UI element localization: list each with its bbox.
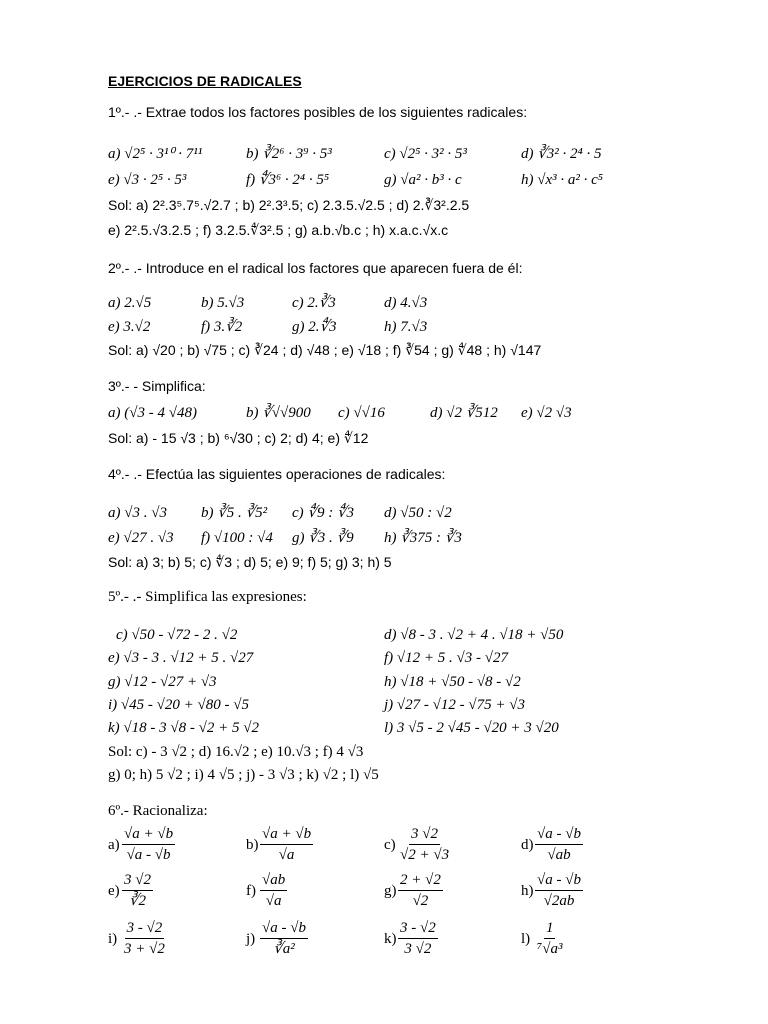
ex5-item-e: e) √3 - 3 . √12 + 5 . √27 [108, 650, 254, 666]
ex2-item-b: b) 5.√3 [201, 295, 245, 311]
ex5-solution-line-2: g) 0; h) 5 √2 ; i) 4 √5 ; j) - 3 √3 ; k) √2 ; l) √5 [108, 767, 379, 783]
ex6-fraction-l [535, 919, 564, 958]
ex5-item-f: f) √12 + 5 . √3 - √27 [384, 650, 508, 666]
ex6-label-a: a) [108, 837, 120, 853]
ex3-solution: Sol: a) - 15 √3 ; b) ⁶√30 ; c) 2; d) 4; e) ∜12 [108, 430, 369, 446]
ex6-heading: 6º.- Racionaliza: [108, 803, 208, 819]
ex1-solution-line-1: Sol: a) 2².3⁵.7⁵.√2.7 ; b) 2².3³.5; c) 2.3.5.√2.5 ; d) 2.∛3².2.5 [108, 197, 470, 213]
ex4-item-h: h) ∛375 : ∛3 [384, 530, 462, 546]
ex2-solution: Sol: a) √20 ; b) √75 ; c) ∛24 ; d) √48 ; e) √18 ; f) ∛54 ; g) ∜48 ; h) √147 [108, 342, 542, 358]
ex6-fraction-i [122, 919, 167, 958]
ex3-item-b: b) ∛√√900 [246, 405, 311, 421]
ex3-heading: 3º.- - Simplifica: [108, 378, 206, 394]
ex5-item-d: d) √8 - 3 . √2 + 4 . √18 + √50 [384, 627, 564, 643]
ex6-denominator-k: 3 √2 [404, 941, 432, 957]
ex6-denominator-f: √a [265, 893, 282, 909]
ex4-item-a: a) √3 . √3 [108, 505, 167, 521]
ex2-item-a: a) 2.√5 [108, 295, 152, 311]
ex6-numerator-h: √a - √b [535, 871, 583, 891]
ex5-item-i: i) √45 - √20 + √80 - √5 [108, 697, 249, 713]
ex4-item-g: g) ∛3 . ∛9 [292, 530, 354, 546]
ex6-label-b: b) [246, 837, 259, 853]
ex6-numerator-e: 3 √2 [122, 871, 153, 891]
ex6-denominator-d: √ab [547, 847, 571, 863]
ex1-item-g: g) √a² · b³ · c [384, 172, 462, 188]
ex2-item-d: d) 4.√3 [384, 295, 428, 311]
ex6-denominator-c: √2 + √3 [400, 847, 450, 863]
ex1-item-b: b) ∛2⁶ · 3⁹ · 5³ [246, 146, 332, 162]
ex1-solution-line-2: e) 2².5.√3.2.5 ; f) 3.2.5.∜3².5 ; g) a.b.√b.c ; h) x.a.c.√x.c [108, 222, 449, 238]
ex4-item-d: d) √50 : √2 [384, 505, 452, 521]
ex6-fraction-g [398, 871, 443, 910]
ex5-item-g: g) √12 - √27 + √3 [108, 674, 217, 690]
ex6-fraction-j [260, 919, 308, 958]
ex2-item-c: c) 2.∛3 [292, 295, 336, 311]
ex2-item-f: f) 3.∛2 [201, 319, 243, 335]
ex6-fraction-d [535, 825, 583, 864]
ex4-heading: 4º.- .- Efectúa las siguientes operaciones de radicales: [108, 466, 446, 482]
ex6-fraction-h [535, 871, 583, 910]
ex4-item-c: c) ∜9 : ∜3 [292, 505, 355, 521]
ex2-heading: 2º.- .- Introduce en el radical los factores que aparecen fuera de él: [108, 260, 523, 276]
ex6-numerator-g: 2 + √2 [398, 871, 443, 891]
ex6-label-k: k) [384, 931, 397, 947]
ex2-item-h: h) 7.√3 [384, 319, 428, 335]
ex3-item-c: c) √√16 [338, 405, 385, 421]
ex5-item-c: c) √50 - √72 - 2 . √2 [116, 627, 238, 643]
ex1-item-a: a) √2⁵ · 3¹⁰ · 7¹¹ [108, 146, 203, 162]
ex5-heading: 5º.- .- Simplifica las expresiones: [108, 589, 307, 605]
ex5-item-k: k) √18 - 3 √8 - √2 + 5 √2 [108, 720, 259, 736]
ex1-item-e: e) √3 · 2⁵ · 5³ [108, 172, 187, 188]
ex6-label-f: f) [246, 883, 256, 899]
ex6-denominator-h: √2ab [543, 893, 575, 909]
ex1-item-d: d) ∛3² · 2⁴ · 5 [521, 146, 602, 162]
ex6-label-h: h) [521, 883, 534, 899]
ex6-numerator-b: √a + √b [260, 825, 313, 845]
ex1-item-c: c) √2⁵ · 3² · 5³ [384, 146, 467, 162]
ex6-label-g: g) [384, 883, 397, 899]
ex6-denominator-b: √a [278, 847, 295, 863]
ex6-denominator-a: √a - √b [126, 847, 171, 863]
ex6-denominator-l: ⁷√a³ [537, 941, 563, 957]
ex6-label-e: e) [108, 883, 120, 899]
ex6-denominator-e: ∛2 [128, 893, 147, 909]
ex5-item-l: l) 3 √5 - 2 √45 - √20 + 3 √20 [384, 720, 559, 736]
ex6-numerator-d: √a - √b [535, 825, 583, 845]
ex6-label-c: c) [384, 837, 396, 853]
ex4-item-b: b) ∛5 . ∛5² [201, 505, 268, 521]
ex3-item-a: a) (√3 - 4 √48) [108, 405, 197, 421]
ex1-heading: 1º.- .- Extrae todos los factores posibles de los siguientes radicales: [108, 104, 528, 120]
ex6-numerator-f: √ab [260, 871, 287, 891]
ex1-item-f: f) ∜3⁶ · 2⁴ · 5⁵ [246, 172, 330, 188]
ex6-numerator-c: 3 √2 [409, 825, 440, 845]
ex6-label-i: i) [108, 931, 118, 947]
ex2-item-g: g) 2.∜3 [292, 319, 337, 335]
ex6-label-j: j) [246, 931, 256, 947]
ex6-numerator-a: √a + √b [122, 825, 175, 845]
ex4-solution: Sol: a) 3; b) 5; c) ∜3 ; d) 5; e) 9; f) 5; g) 3; h) 5 [108, 554, 392, 570]
ex3-item-d: d) √2 ∛512 [430, 405, 498, 421]
ex5-item-j: j) √27 - √12 - √75 + √3 [384, 697, 525, 713]
ex6-fraction-b [260, 825, 313, 864]
ex2-item-e: e) 3.√2 [108, 319, 151, 335]
ex6-fraction-f [260, 871, 287, 910]
ex6-numerator-k: 3 - √2 [398, 919, 438, 939]
ex4-item-e: e) √27 . √3 [108, 530, 174, 546]
ex5-item-h: h) √18 + √50 - √8 - √2 [384, 674, 521, 690]
ex6-fraction-e [122, 871, 153, 910]
ex6-numerator-i: 3 - √2 [125, 919, 165, 939]
ex6-label-d: d) [521, 837, 534, 853]
ex6-fraction-k [398, 919, 438, 958]
ex6-fraction-c [398, 825, 451, 864]
ex4-item-f: f) √100 : √4 [201, 530, 273, 546]
ex6-fraction-a [122, 825, 175, 864]
ex5-solution-line-1: Sol: c) - 3 √2 ; d) 16.√2 ; e) 10.√3 ; f) 4 √3 [108, 744, 364, 760]
ex6-numerator-j: √a - √b [260, 919, 308, 939]
ex3-item-e: e) √2 √3 [521, 405, 572, 421]
ex6-denominator-i: 3 + √2 [124, 941, 165, 957]
ex6-numerator-l: 1 [544, 919, 556, 939]
ex6-denominator-j: ∛a² [273, 941, 295, 957]
page-title: EJERCICIOS DE RADICALES [108, 73, 302, 89]
ex6-denominator-g: √2 [412, 893, 429, 909]
ex6-label-l: l) [521, 931, 531, 947]
ex1-item-h: h) √x³ · a² · c⁵ [521, 172, 604, 188]
